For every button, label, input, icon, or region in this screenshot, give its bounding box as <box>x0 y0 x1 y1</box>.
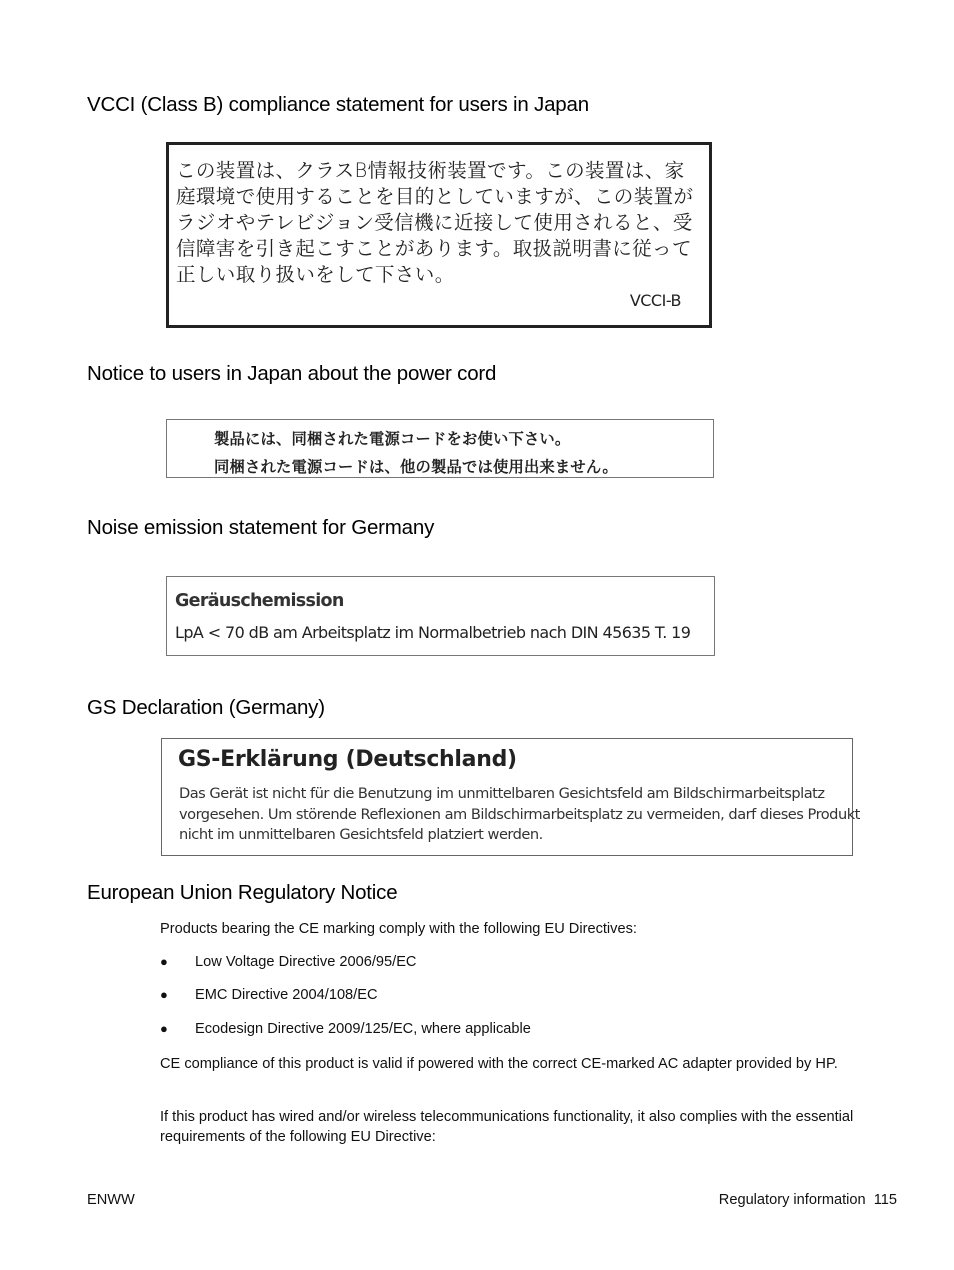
gs-body <box>179 784 860 846</box>
directive-text: EMC Directive 2004/108/EC <box>195 987 378 1003</box>
directive-text: Ecodesign Directive 2009/125/EC, where applicable <box>195 1021 531 1037</box>
bullet: ● <box>160 954 168 969</box>
footer-left: ENWW <box>87 1192 135 1208</box>
directive-text: Low Voltage Directive 2006/95/EC <box>195 954 417 970</box>
footer-right <box>719 1192 897 1208</box>
vcci-line: 正しい取り扱いをして下さい。 <box>176 263 455 286</box>
footer-section: Regulatory information <box>718 1192 866 1208</box>
vcci-text <box>176 158 706 288</box>
page-number: 115 <box>873 1192 897 1208</box>
heading-eu-notice: European Union Regulatory Notice <box>87 881 398 904</box>
noise-body: LpA < 70 dB am Arbeitsplatz im Normalbetrieb nach DIN 45635 T. 19 <box>175 623 691 642</box>
bullet: ● <box>160 1021 168 1036</box>
eu-paragraph-adapter: CE compliance of this product is valid if powered with the correct CE-marked AC adapter provided by HP. <box>160 1056 838 1072</box>
gs-declaration-image <box>161 738 860 856</box>
vcci-mark: VCCI-B <box>629 291 681 310</box>
heading-vcci: VCCI (Class B) compliance statement for users in Japan <box>87 93 589 116</box>
vcci-line: 信障害を引き起こすことがあります。取扱説明書に従って <box>176 237 692 260</box>
power-cord-text <box>214 425 618 481</box>
gs-title: GS-Erklärung (Deutschland) <box>178 747 517 772</box>
eu-intro: Products bearing the CE marking comply with the following EU Directives: <box>160 921 637 937</box>
gs-line: nicht im unmittelbaren Gesichtsfeld platziert werden. <box>179 826 543 843</box>
power-cord-line: 同梱された電源コードは、他の製品では使用出来ません。 <box>214 458 618 476</box>
vcci-statement-image <box>166 142 712 328</box>
eu-paragraph-telecom: If this product has wired and/or wireless telecommunications functionality, it also complies with the essential requirements of the following EU Directive: <box>160 1109 854 1145</box>
heading-power-cord: Notice to users in Japan about the power cord <box>87 362 497 385</box>
vcci-line: 庭環境で使用することを目的としていますが、この装置が <box>176 185 694 208</box>
vcci-line: ラジオやテレビジョン受信機に近接して使用されると、受 <box>176 211 693 234</box>
noise-emission-image <box>166 576 715 656</box>
heading-gs-declaration: GS Declaration (Germany) <box>87 696 325 719</box>
noise-title: Geräuschemission <box>175 591 344 611</box>
power-cord-line: 製品には、同梱された電源コードをお使い下さい。 <box>214 430 571 448</box>
power-cord-notice-image <box>166 419 714 478</box>
gs-line: Das Gerät ist nicht für die Benutzung im unmittelbaren Gesichtsfeld am Bildschirmarbeitsplatz <box>179 785 825 802</box>
heading-noise-emission: Noise emission statement for Germany <box>87 516 435 539</box>
gs-line: vorgesehen. Um störende Reflexionen am Bildschirmarbeitsplatz zu vermeiden, darf dieses Produkt <box>179 805 860 823</box>
vcci-line: この装置は、クラスB情報技術装置です。この装置は、家 <box>176 159 685 182</box>
bullet: ● <box>160 987 168 1002</box>
